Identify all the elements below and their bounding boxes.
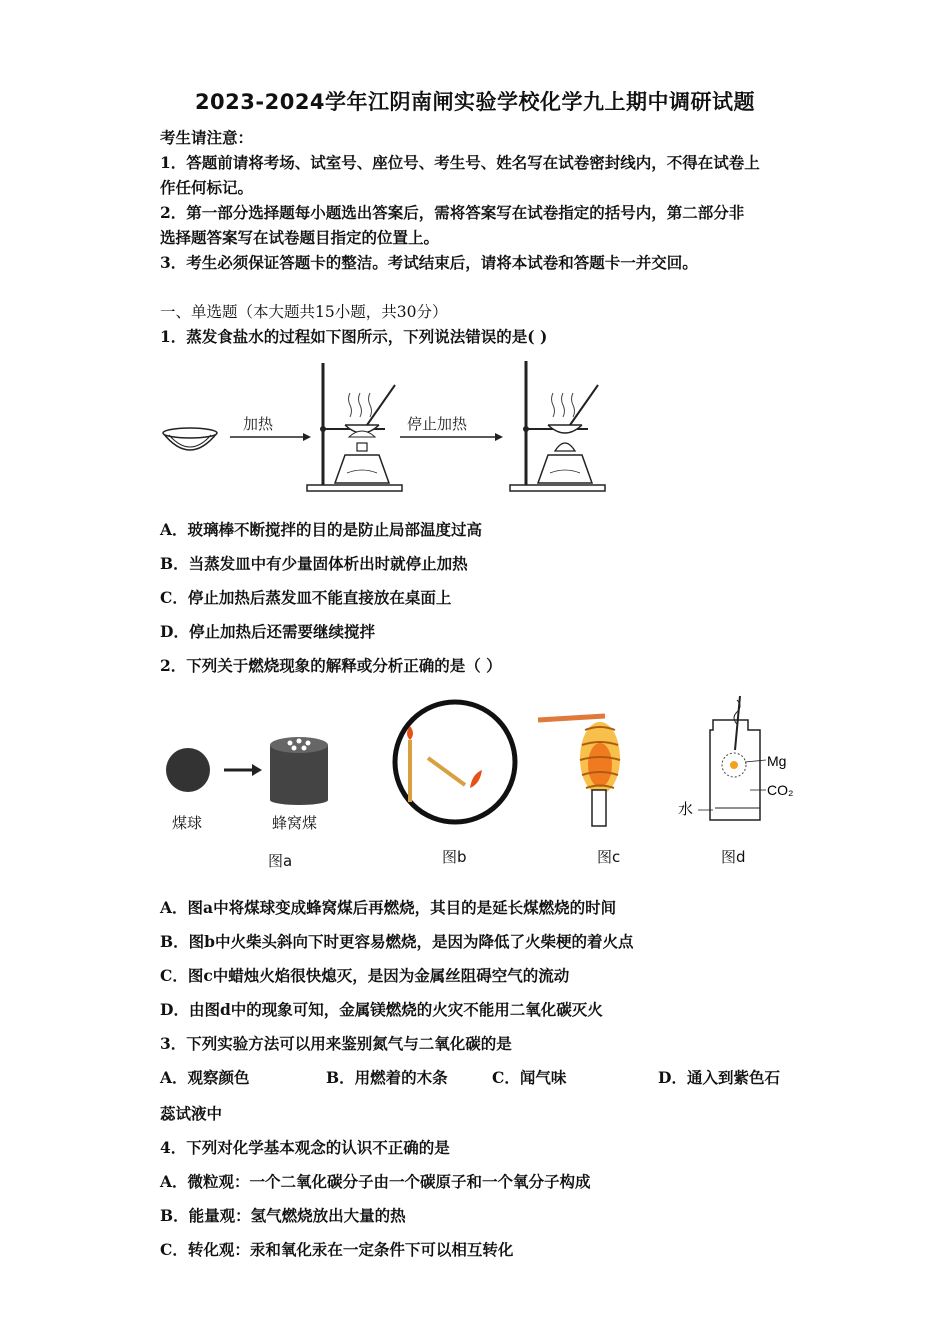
candle-wire-icon bbox=[538, 716, 620, 826]
q2-option-a: A．图a中将煤球变成蜂窝煤后再燃烧，其目的是延长煤燃烧的时间 bbox=[160, 898, 617, 917]
label-co2: CO₂ bbox=[767, 782, 794, 798]
q3-option-c: C．闻气味 bbox=[492, 1068, 567, 1087]
q3-option-d: D．通入到紫色石 bbox=[658, 1068, 780, 1087]
caption-fig-a: 图a bbox=[268, 852, 293, 870]
q4-option-b: B．能量观：氢气燃烧放出大量的热 bbox=[160, 1206, 406, 1225]
label-water: 水 bbox=[678, 801, 694, 818]
caption-fig-b: 图b bbox=[442, 848, 467, 866]
q2-option-b: B．图b中火柴头斜向下时更容易燃烧，是因为降低了火柴梗的着火点 bbox=[160, 932, 634, 951]
honeycomb-coal-icon bbox=[270, 737, 328, 805]
exam-title: 2023-2024学年江阴南闸实验学校化学九上期中调研试题 bbox=[194, 90, 756, 114]
q3-option-d-wrap: 蕊试液中 bbox=[160, 1104, 223, 1123]
label-coal-ball: 煤球 bbox=[172, 814, 203, 832]
iron-stand-capped-icon bbox=[510, 361, 605, 491]
q1-option-d: D．停止加热后还需要继续搅拌 bbox=[160, 622, 375, 641]
notice-heading: 考生请注意： bbox=[160, 128, 254, 147]
q3-options bbox=[160, 1068, 800, 1088]
q1-option-b: B．当蒸发皿中有少量固体析出时就停止加热 bbox=[160, 554, 468, 573]
evaporation-figure bbox=[155, 355, 615, 500]
q1-stem: 1．蒸发食盐水的过程如下图所示，下列说法错误的是( ) bbox=[160, 327, 548, 346]
caption-fig-d: 图d bbox=[721, 848, 746, 866]
q4-option-a: A．微粒观：一个二氧化碳分子由一个碳原子和一个氧分子构成 bbox=[160, 1172, 591, 1191]
notice-item-1: 1．答题前请将考场、试室号、座位号、考生号、姓名写在试卷密封线内，不得在试卷上 bbox=[160, 153, 760, 172]
q2-stem: 2．下列关于燃烧现象的解释或分析正确的是（ ） bbox=[160, 656, 502, 675]
q2-option-c: C．图c中蜡烛火焰很快熄灭，是因为金属丝阻碍空气的流动 bbox=[160, 966, 570, 985]
label-heat: 加热 bbox=[243, 416, 274, 433]
caption-fig-c: 图c bbox=[597, 848, 621, 866]
notice-item-3: 3．考生必须保证答题卡的整洁。考试结束后，请将本试卷和答题卡一并交回。 bbox=[160, 253, 698, 272]
q3-stem: 3．下列实验方法可以用来鉴别氮气与二氧化碳的是 bbox=[160, 1034, 512, 1053]
notice-item-1-cont: 作任何标记。 bbox=[160, 178, 254, 197]
section-heading: 一、单选题（本大题共15小题，共30分） bbox=[160, 303, 448, 321]
q1-option-c: C．停止加热后蒸发皿不能直接放在桌面上 bbox=[160, 588, 452, 607]
q2-option-d: D．由图d中的现象可知，金属镁燃烧的火灾不能用二氧化碳灭火 bbox=[160, 1000, 603, 1019]
coal-ball-icon bbox=[166, 748, 210, 792]
iron-stand-heating-icon bbox=[307, 363, 402, 491]
matches-circle-icon bbox=[395, 702, 515, 822]
notice-item-2: 2．第一部分选择题每小题选出答案后，需将答案写在试卷指定的括号内，第二部分非 bbox=[160, 203, 745, 222]
notice-item-2-cont: 选择题答案写在试卷题目指定的位置上。 bbox=[160, 228, 440, 247]
q3-option-a: A．观察颜色 bbox=[160, 1068, 250, 1087]
q1-option-a: A．玻璃棒不断搅拌的目的是防止局部温度过高 bbox=[160, 520, 483, 539]
label-stop-heat: 停止加热 bbox=[407, 416, 468, 433]
q3-option-b: B．用燃着的木条 bbox=[326, 1068, 448, 1087]
q4-stem: 4．下列对化学基本观念的认识不正确的是 bbox=[160, 1138, 450, 1157]
label-mg: Mg bbox=[767, 753, 787, 769]
label-honeycomb: 蜂窝煤 bbox=[272, 814, 318, 832]
q4-option-c: C．转化观：汞和氧化汞在一定条件下可以相互转化 bbox=[160, 1240, 514, 1259]
mg-bottle-icon bbox=[698, 696, 766, 820]
evaporating-dish-icon bbox=[163, 428, 217, 450]
